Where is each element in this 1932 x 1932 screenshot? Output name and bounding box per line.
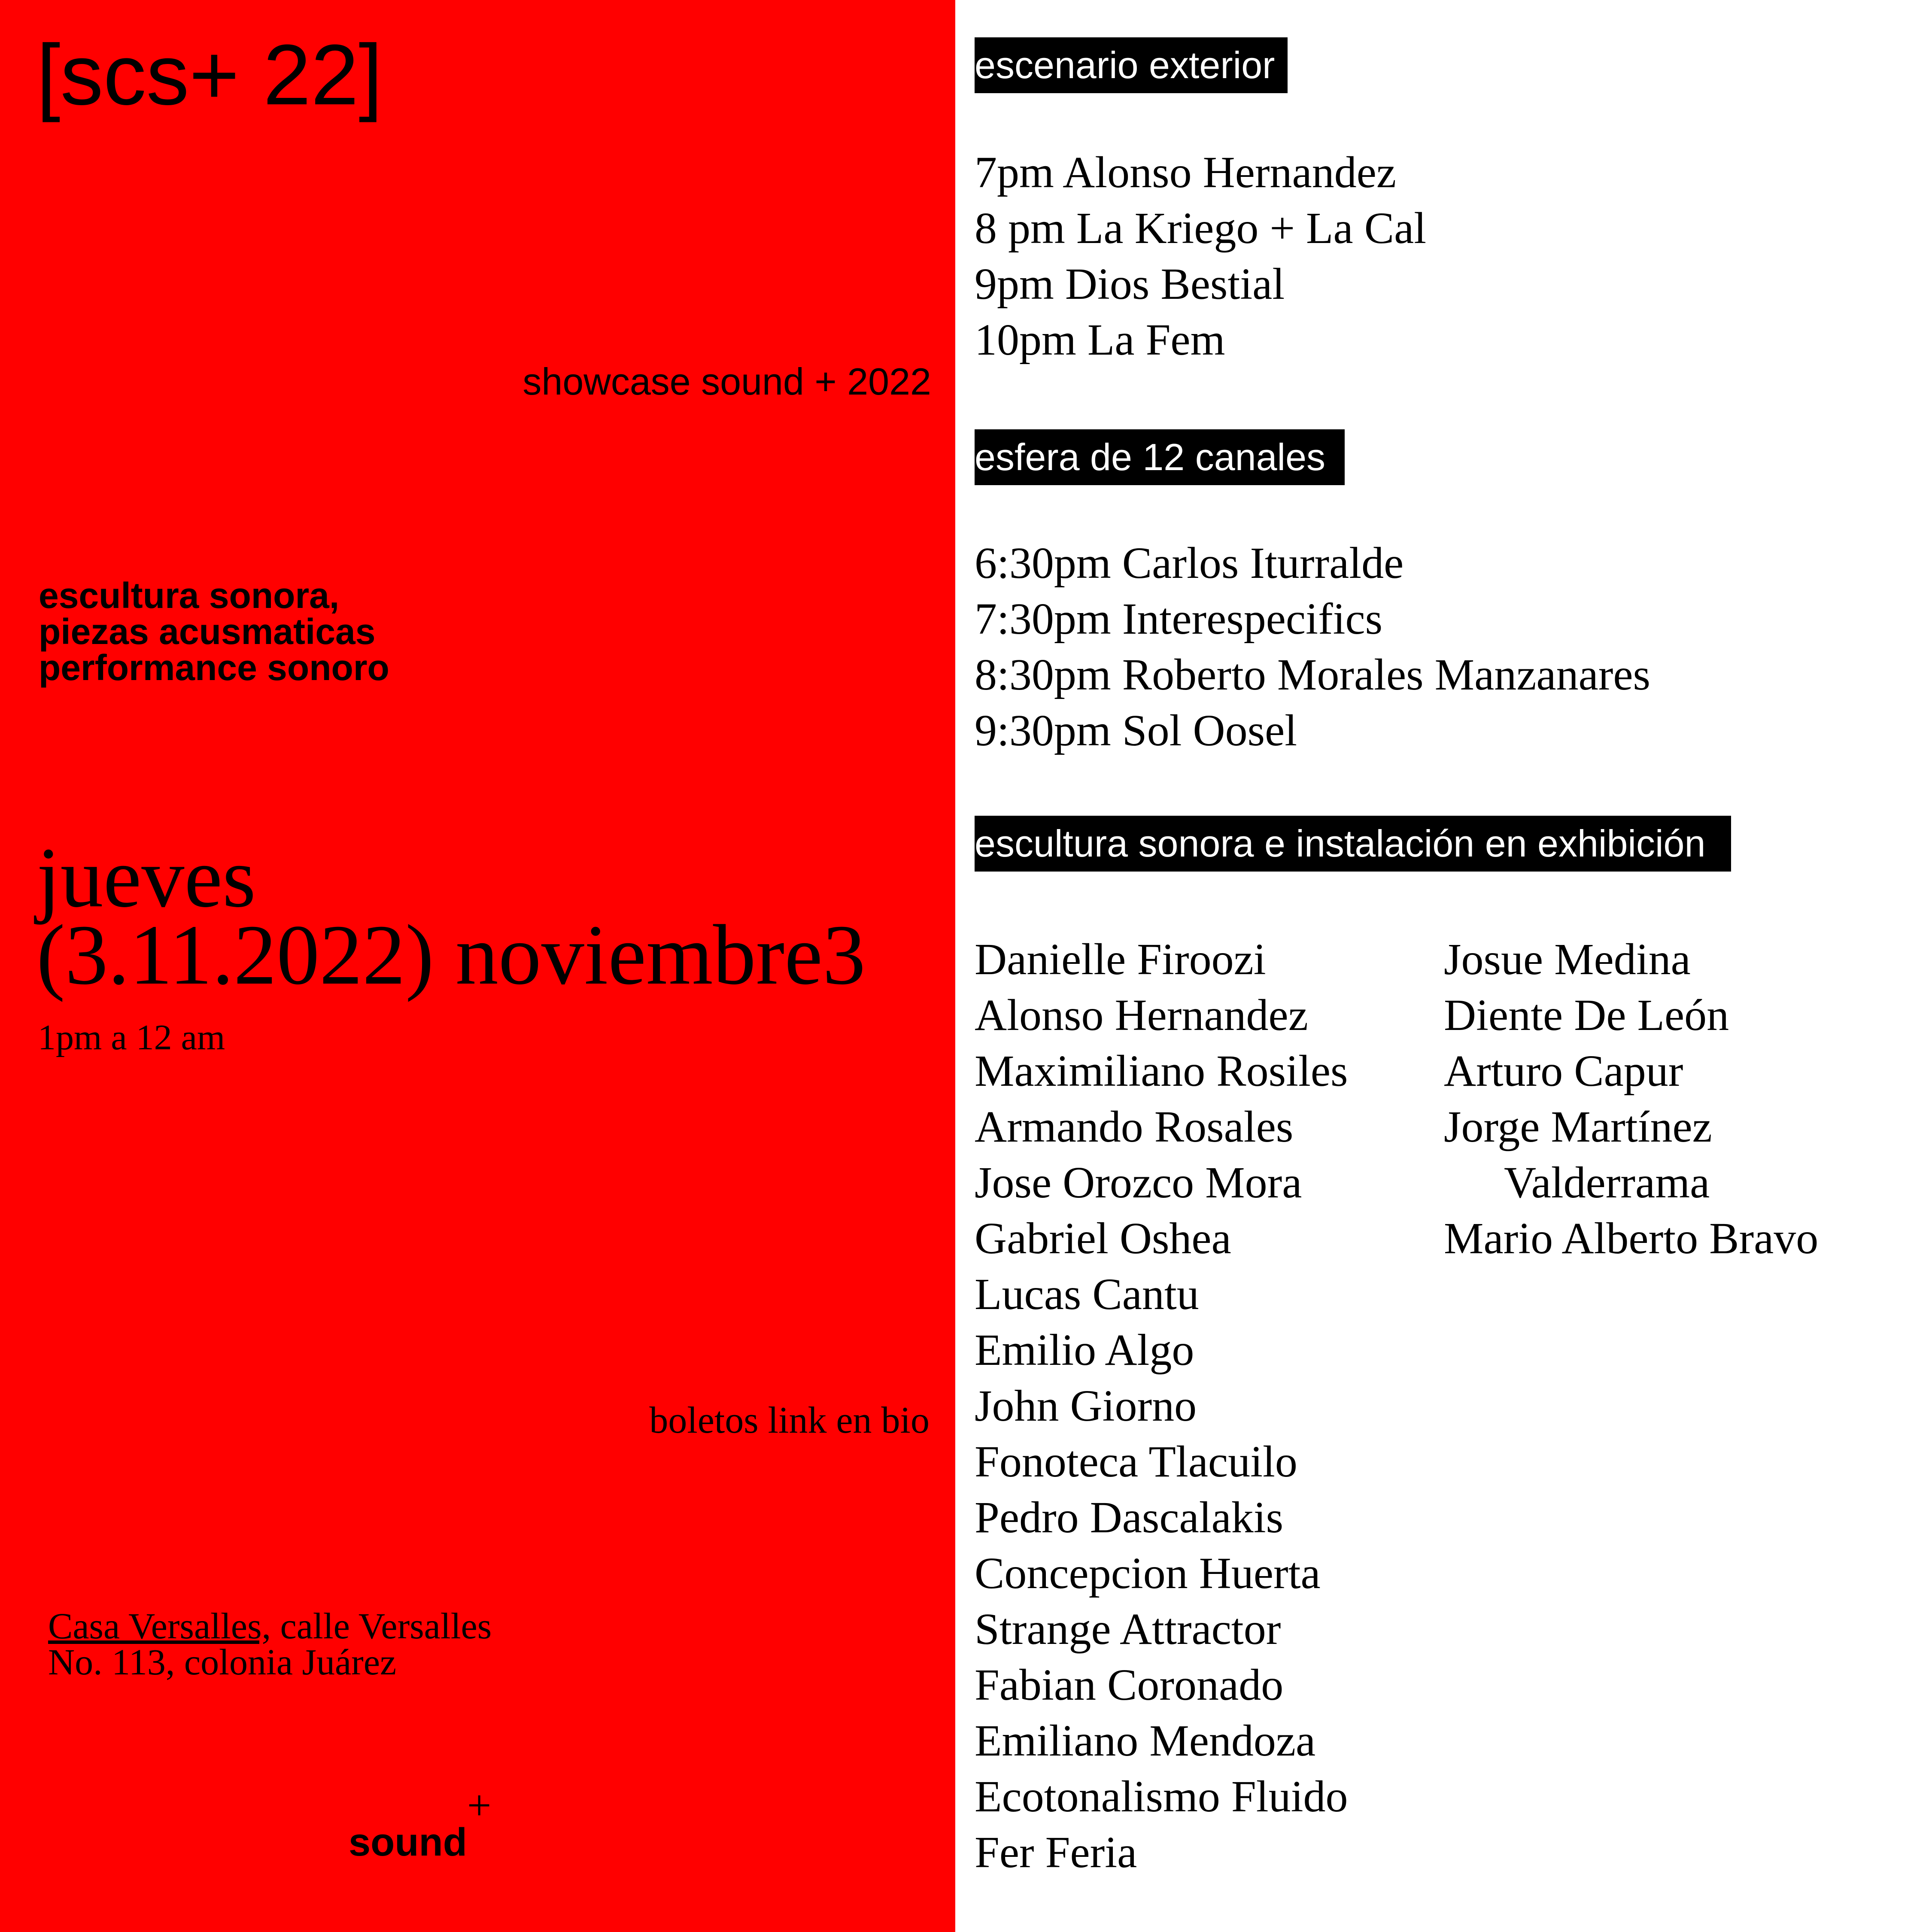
artist-item-continuation: Valderrama [1504,1158,1710,1207]
schedule-item: 7:30pm Interespecifics [975,594,1383,644]
event-hours: 1pm a 12 am [38,1018,225,1057]
disciplines-list [39,577,389,686]
date-weekday: jueves [36,830,256,925]
artist-item: Maximiliano Rosiles [975,1046,1348,1096]
artist-item: Fabian Coronado [975,1660,1284,1710]
venue-address [48,1605,492,1683]
exhibition-column-2 [1444,932,1818,1267]
artist-item: Armando Rosales [975,1102,1294,1151]
left-red-panel [0,0,955,1932]
discipline-item: piezas acusmaticas [39,611,376,652]
artist-item: Jorge Martínez [1444,1102,1712,1151]
date-full: (3.11.2022) noviembre3 [36,908,866,1002]
artist-item: Emiliano Mendoza [975,1716,1316,1765]
schedule-item: 9pm Dios Bestial [975,259,1285,309]
exhibition-column-1 [975,932,1348,1880]
artist-item: Mario Alberto Bravo [1444,1214,1819,1263]
artist-item: Diente De León [1444,990,1729,1040]
schedule-item: 9:30pm Sol Oosel [975,706,1297,755]
tickets-note: boletos link en bio [649,1400,930,1441]
header-escenario-exterior: escenario exterior [975,37,1288,93]
artist-item: Pedro Dascalakis [975,1493,1284,1542]
schedule-item: 8:30pm Roberto Morales Manzanares [975,650,1651,699]
discipline-item: escultura sonora, [39,575,340,616]
address-line-1 [48,1605,492,1646]
artist-item: Fer Feria [975,1828,1137,1877]
header-exhibicion: escultura sonora e instalación en exhibición [975,816,1731,872]
artist-item: Jose Orozco Mora [975,1158,1302,1207]
schedule-item: 6:30pm Carlos Iturralde [975,538,1404,588]
artist-item: Alonso Hernandez [975,990,1308,1040]
schedule-item: 10pm La Fem [975,315,1225,365]
schedule-exterior [975,145,1426,368]
address-line-2: No. 113, colonia Juárez [48,1641,397,1683]
artist-item: Josue Medina [1444,935,1691,984]
discipline-item: performance sonoro [39,647,389,688]
schedule-item: 8 pm La Kriego + La Cal [975,204,1427,253]
artist-item: Strange Attractor [975,1604,1281,1654]
header-esfera-12-canales: esfera de 12 canales [975,429,1345,485]
poster-title: [scs+ 22] [36,27,383,123]
event-date [36,830,866,1002]
poster-subtitle: showcase sound + 2022 [522,360,931,403]
sound-logo-word: sound [349,1820,467,1864]
artist-item: John Giorno [975,1381,1197,1431]
sound-logo-plus: + [467,1781,492,1829]
artist-item: Concepcion Huerta [975,1549,1321,1598]
artist-item: Fonoteca Tlacuilo [975,1437,1297,1486]
artist-item: Gabriel Oshea [975,1214,1231,1263]
artist-item: Ecotonalismo Fluido [975,1772,1348,1821]
artist-item: Lucas Cantu [975,1270,1199,1319]
artist-item: Arturo Capur [1444,1046,1683,1096]
schedule-sphere [975,535,1650,759]
artist-item: Danielle Firoozi [975,935,1266,984]
schedule-item: 7pm Alonso Hernandez [975,148,1397,197]
venue-link[interactable]: Casa Versalles, [48,1605,271,1646]
artist-item: Emilio Algo [975,1325,1194,1375]
address-street: calle Versalles [271,1605,492,1646]
